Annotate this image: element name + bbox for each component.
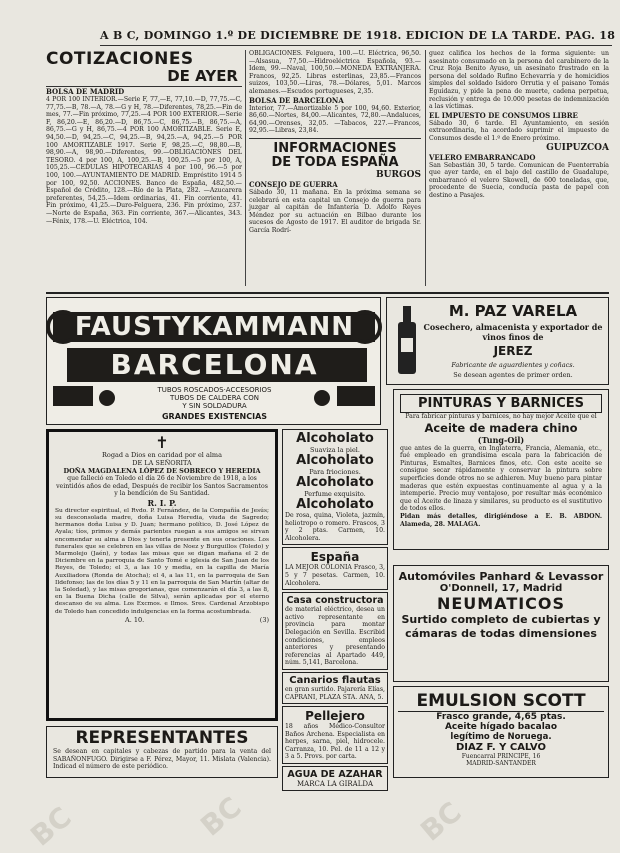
alcoholato-ad: [282, 429, 388, 545]
emulsion-line3: legítimo de Noruega.: [450, 732, 552, 742]
paz-title: M. PAZ VARELA: [448, 302, 578, 320]
panhard-title: Automóviles Panhard & Levassor: [398, 570, 604, 583]
emulsion-line5: Fuencarral PRINCIPE, 16: [461, 753, 541, 760]
fausty-city: BARCELONA: [110, 348, 319, 381]
paz-line2: Fabricante de aguardientes y coñacs.: [451, 361, 575, 369]
pinturas-line1: Para fabricar pinturas y barnices, no hay mejor Aceite que el: [405, 413, 597, 420]
agua-sub: MARCA LA GIRALDA: [296, 780, 374, 789]
esquela-text2: Su director espiritual, el Rvdo. P. Fernández, de la Compañía de Jesús; su desconsolada madre, doña Luisa Heredia, viuda de Sagredo; hermanos doña Luisa y D. Juan; hermano político, D. José López de Ayala; tíos, primos y demás parientes ruegan a sus amigos se sirvan encomendar su alma a Dios y tenerla presente en sus oraciones. Los funerales que se celebren en las villas de Noez y Burguillos (Toledo) y Marmolejo (Jaén), y todas las misas que se digan mañana el 2 de Diciembre en la parroquia de Santo Tomé e iglesia de San Juan de los Reyes, de Toledo; el 3, a las 10 y media, en la capilla de María Auxiliadora (Ronda de Atocha); el 4, a las 11, en la parroquia de San Ildefonso; las de los días 5 y 11 en la parroquia de San Martín (altar de la Soledad), y las misas gregorianas, que comenzarán el día 3, a las 8, en la Buena Dicha (calle de Silva), serán aplicadas por el eterno descanso de su alma. Los Excmos. e Ilmos. Sres. Cardenal Arzobispo de Toledo han concedido indulgencias en la forma acostumbrada.: [55, 507, 269, 615]
alcoholato-title-2: Alcoholato: [296, 453, 374, 468]
agua-title: AGUA DE AZAHAR: [287, 769, 383, 781]
watermark: BC: [414, 795, 468, 848]
bolsa-barcelona-heading: BOLSA DE BARCELONA: [249, 95, 344, 105]
alcoholato-sub-2: Para friociones.: [309, 468, 361, 476]
pellejero-title: Pellejero: [305, 709, 365, 724]
consejo-guerra-text: Sábado 30, 11 mañana. En la próxima semana se celebrará en esta capital un Consejo de guerra para juzgar al capitán de Infantería D. Adolfo Reyes Méndez por su actuación en Bilbao durante los sucesos de Agosto de 1917. El auditor de brigada Sr. García Rodrí-: [249, 188, 421, 234]
paz-line3: Se desean agentes de primer orden.: [453, 371, 573, 379]
consejo-guerra-heading: CONSEJO DE GUERRA: [249, 179, 338, 189]
watermark: BC: [194, 790, 248, 843]
news-right-column: [429, 50, 609, 290]
esquela-number: (3): [259, 615, 269, 624]
pellejero-text: 18 años Médico-Consultor Baños Archena. Especialista en herpes, sarna, piel, hidrocele. Carranza, 10. Pel. de 11 a 12 y 3 a 5. Provs. por carta.: [285, 723, 385, 761]
esquela-ref: A. 10.: [125, 615, 145, 624]
esquela-name: DOÑA MAGDALENA LÓPEZ DE SOBRECO Y HEREDIA: [63, 467, 261, 475]
espana-title: España: [310, 550, 360, 565]
alcoholato-sub-3: Perfume exquisito.: [304, 490, 366, 498]
bolsa-madrid-heading: BOLSA DE MADRID: [46, 86, 242, 96]
page-header: A B C, DOMINGO 1.º DE DICIEMBRE DE 1918. EDICION DE LA TARDE. PAG. 18: [100, 29, 612, 46]
impuesto-text: Sábado 30, 6 tarde. El Ayuntamiento, en sesión extraordinaria, ha acordado suprimir el impuesto de Consumos desde el 1.º de Enero próximo.: [429, 119, 609, 142]
cotizaciones-subtitle: DE AYER: [167, 67, 238, 85]
pinturas-text: que antes de la guerra, en Inglaterra, Francia, Alemania, etc., fué empleado en grandísima escala para la fabricación de Pinturas, Esmaltes, Barnices finos, etc. Con este aceite se consigue secar rápidamente y conservar la pintura sobre superficies donde otros no se adhieren. Muy bueno para pintar maderas que estén expuestas continuamente al agua y a la intemperie. Precio muy ventajoso, por resultar más económico que el Aceite de linaza y similares, su producto es el sustitutivo de todos ellos.: [400, 444, 602, 513]
panhard-address: O'Donnell, 17, Madrid: [439, 583, 563, 594]
section-divider: [46, 292, 609, 294]
fausty-line3: Y SIN SOLDADURA: [182, 402, 247, 410]
pinturas-title: PINTURAS Y BARNICES: [400, 394, 602, 413]
velero-heading: VELERO EMBARRANCADO: [429, 152, 536, 162]
emulsion-line4: DIAZ F. Y CALVO: [456, 742, 546, 753]
cotizaciones-column: [46, 50, 242, 290]
emulsion-scott-ad: [393, 686, 609, 778]
emulsion-title: EMULSION SCOTT: [398, 691, 604, 712]
impuesto-heading: EL IMPUESTO DE CONSUMOS LIBRE: [429, 110, 578, 120]
esquela-intro: Rogad a Dios en caridad por el alma: [102, 451, 222, 459]
panhard-ad: [393, 565, 609, 682]
representantes-title: REPRESENTANTES: [75, 728, 249, 748]
middle-ads-column: [282, 429, 388, 789]
informaciones-subtitle: DE TODA ESPAÑA: [271, 154, 399, 170]
fausty-line4: GRANDES EXISTENCIAS: [161, 412, 268, 421]
fausty-line1: TUBOS ROSCADOS·ACCESORIOS: [157, 386, 272, 394]
fausty-line2: TUBOS DE CALDERA CON: [170, 394, 259, 402]
paz-place: JEREZ: [493, 344, 533, 358]
canarios-text: en gran surtido. Pajarería Elías, CAPRANI, PLAZA STA. ANA, 5.: [285, 685, 385, 701]
representantes-text: Se desean en capitales y cabezas de partido para la venta del SABAÑONFUGO. Dirigirse a F. Pérez, Mayor, 11. Mislata (Valencia). Indicad el número de este periódico.: [53, 748, 271, 771]
column-divider: [425, 50, 426, 286]
paz-line1: Cosechero, almacenista y exportador de vinos finos de: [423, 322, 603, 342]
emulsion-line1: Frasco grande, 4,65 ptas.: [436, 712, 566, 722]
esquela-rip: R. I. P.: [147, 497, 177, 508]
canarios-ad: [282, 672, 388, 704]
bolsa-madrid-text: 4 POR 100 INTERIOR.—Serie F, 77,—E, 77,10.—D, 77,75.—C, 77,75.—B, 78.—A, 78.—G y H, 78.—Diferentes, 78,25.—Fin de mes, 77.—Fin próximo, 77,25.—4 POR 100 EXTERIOR.—Serie F, 86,20.—E, 86,20.—D, 86,75.—C, 86,75.—B, 86,75.—A, 86,75.—G y H, 86,75.—4 POR 100 AMORTIZABLE. Serie E, 94,50.—D, 94,25.—C, 94,25.—B, 94,25.—A, 94,25.—5 POR 100 AMORTIZABLE 1917. Serie F, 98,25.—C, 98,80.—B, 98,90.—A, 98,90.—Diferentes, 99.—OBLIGACIONES DEL TESORO. 4 por 100, A, 100,25.—B, 100,25.—5 por 100, A, 105,25.—CEDULAS HIPOTECARIAS 4 por 100, 96.—5 por 100, 100.—AYUNTAMIENTO DE MADRID. Empréstito 1914 5 por 100, 92,50. ACCIONES. Banco de España, 482,50.—Español de Crédito, 128.—Río de la Plata, 282. —Azucarera preferentes, 54,25.—Idem ordinarias, 41. Fin corriente, 41. Fin próximo, 41,25.—Duro-Felguera, 236. Fin próximo, 237. —Norte de España, 363. Fin corriente, 367.—Alicantes, 343.—Fénix, 178.—U. Eléctrica, 104.: [46, 96, 242, 225]
alcoholato-sub-1: Suaviza la piel.: [310, 446, 360, 454]
emulsion-line6: MADRID-SANTANDER: [466, 760, 536, 767]
esquela-notice: [46, 429, 278, 721]
informaciones-title: INFORMACIONES: [249, 138, 421, 156]
alcoholato-title-3: Alcoholato: [296, 475, 374, 490]
canarios-title: Canarios flautas: [289, 674, 381, 686]
esquela-footer: [55, 616, 269, 624]
velero-text: San Sebastián 30, 5 tarde. Comunican de Fuenterrabía que ayer tarde, en el bajo del castillo de Guadalupe, embarrancó el velero Skowell, de 600 toneladas, que, procedente de Suecia, conducía pasta de papel con destino a Pasajes.: [429, 161, 609, 199]
bolsa-barcelona-text: Interior, 77.—Amortizable 5 por 100, 94,60. Exterior, 86,60.—Nortes, 84,00.—Alicantes, 72,80.—Andaluces, 64,90.—Orenses, 32,05. —Tabacos, 227.—Francos, 92,95.—Libras, 23,84.: [249, 104, 421, 135]
column-divider: [245, 50, 246, 286]
casa-text: de material eléctrico, desea un activo representante en provincia para montar Delegación en Sevilla. Escribid condiciones, empleos anteriores y presentando referencias al Apartado 449, núm. 5,141, Barcelona.: [285, 606, 385, 667]
bottle-icon: [395, 306, 419, 376]
casa-constructora-ad: [282, 592, 388, 670]
panhard-text: Surtido completo de cubiertas y cámaras de todas dimensiones: [401, 613, 601, 640]
representantes-ad: [46, 726, 278, 778]
watermark: BC: [24, 800, 78, 853]
alcoholato-text: De rosa, quina, Violeta, jazmín, heliotropo o romero. Frascos, 3 y 2 ptas. Carmen, 10. Alcoholera.: [285, 512, 385, 542]
news-continued-text: guez califica los hechos de la forma siguiente: un asesinato consumado en la persona del carabinero de la Cruz Roja Benito Ayuso, un asesinato frustrado en la persona del soldado Rufino Echevarría y de homicidios simples del soldado Isidoro Orrutia y el paisano Tomás Eguidazu, y pide la pena de muerte, cadena perpetua, reclusión y entrega de 10.000 pesetas de indemnización a las víctimas.: [429, 50, 609, 111]
espana-ad: [282, 547, 388, 590]
agua-azahar-ad: [282, 766, 388, 791]
casa-title: Casa constructora: [286, 595, 384, 607]
esquela-text1: que falleció en Toledo el día 26 de Noviembre de 1918, a los veintidós años de edad, Después de recibir los Santos Sacramentos y la bendición de Su Santidad.: [56, 475, 268, 498]
burgos-heading: BURGOS: [376, 169, 421, 180]
bolsa-barcelona-column: [249, 50, 421, 290]
guipuzcoa-heading: GUIPUZCOA: [546, 142, 609, 153]
pinturas-contact: Pidan más detalles, dirigiéndose a E. B. ABDON. Alameda, 28. MALAGA.: [400, 512, 602, 528]
espana-text: LA MEJOR COLONIA Frasco, 3, 5 y 7 pesetas. Carmen, 10. Alcoholera.: [285, 564, 386, 587]
obligaciones-text: OBLIGACIONES. Felguera, 100.—U. Eléctrica, 96,50.—Alsasua, 77,50.—Hidroeléctrica Española, 93.—Idem, 99.—Naval, 100,50.—MONEDA EXTRANJERA. Francos, 92,25. Libras esterlinas, 23,85.—Francos suizos, 103,50.—Liras, 78.—Dólares, 5,01. Marcos alemanes.—Escudos portugueses, 2,35.: [249, 50, 421, 95]
pinturas-ad: [393, 389, 609, 550]
pinturas-sub: (Tung-Oil): [477, 434, 525, 445]
esquela-senorita: DE LA SEÑORITA: [132, 459, 192, 467]
cross-icon: ✝: [155, 433, 169, 452]
paz-varela-ad: [386, 297, 609, 385]
fausty-name: FAUSTYKAMMANN: [74, 312, 355, 342]
alcoholato-title-1: Alcoholato: [296, 431, 374, 446]
cotizaciones-title: COTIZACIONES: [46, 49, 194, 69]
emulsion-line2: Aceite hígado bacalao: [444, 722, 558, 732]
pinturas-product: Aceite de madera chino: [424, 420, 578, 435]
fausty-kammann-ad: [46, 297, 381, 425]
alcoholato-title-4: Alcoholato: [296, 497, 374, 512]
pellejero-ad: [282, 706, 388, 764]
panhard-neumaticos: NEUMATICOS: [436, 594, 566, 613]
